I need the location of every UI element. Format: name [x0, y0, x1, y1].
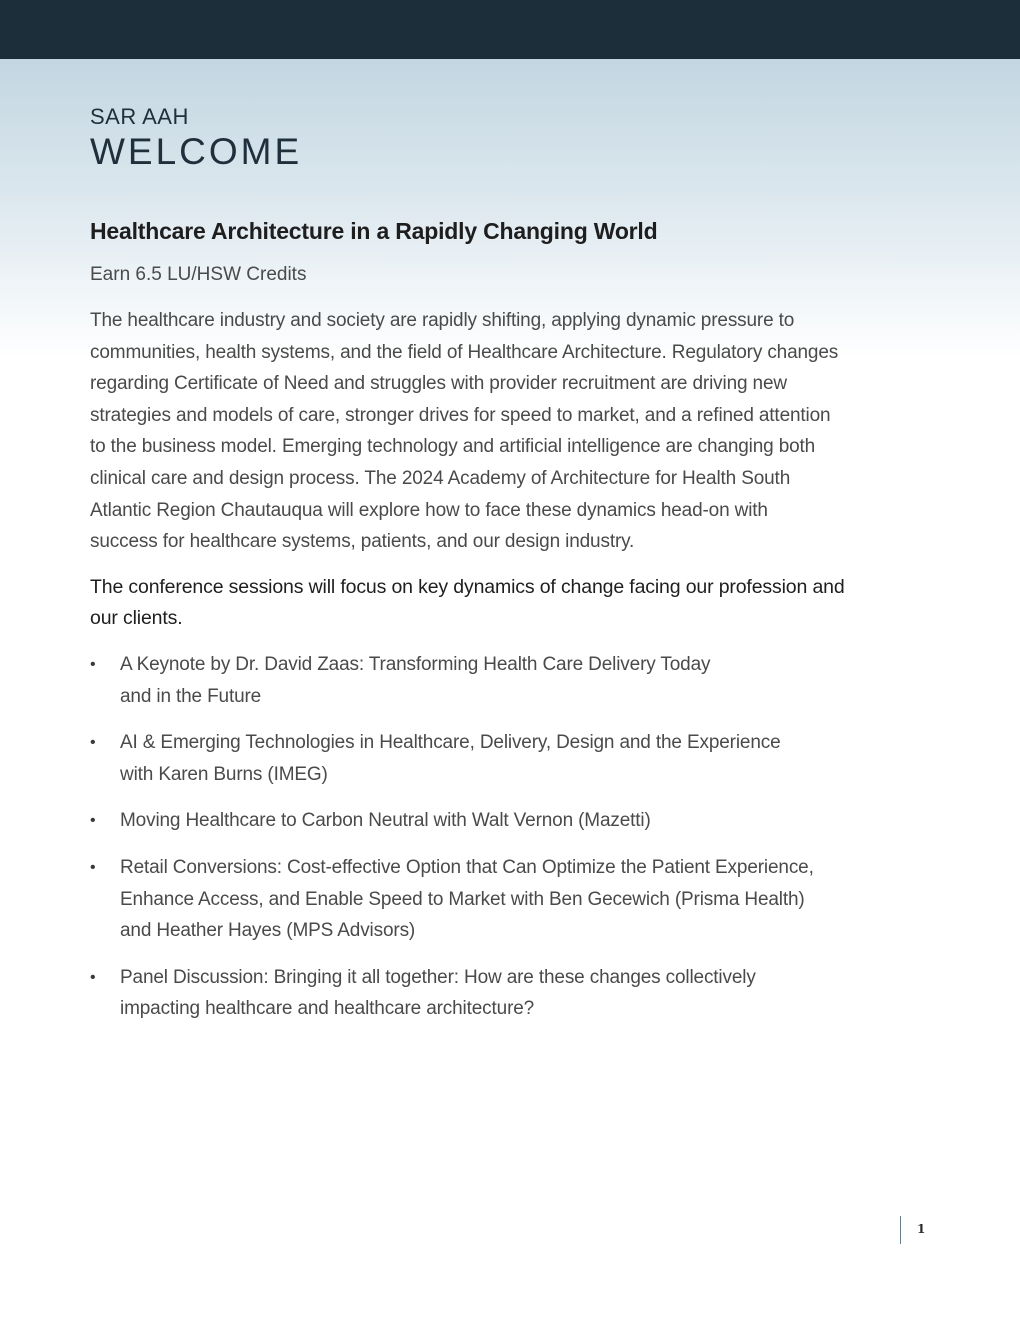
- session-line: Enhance Access, and Enable Speed to Market with Ben Gecewich (Prisma Health): [120, 888, 805, 910]
- intro-line: to the business model. Emerging technology and artificial intelligence are changing both: [90, 436, 816, 458]
- intro-line: Atlantic Region Chautauqua will explore how to face these dynamics head-on with: [90, 499, 768, 521]
- intro-line: communities, health systems, and the field of Healthcare Architecture. Regulatory changes: [90, 341, 839, 363]
- intro-line: clinical care and design process. The 2024 Academy of Architecture for Health South: [90, 467, 791, 489]
- focus-line: The conference sessions will focus on key dynamics of change facing our profession and: [90, 575, 845, 598]
- intro-paragraph: [90, 305, 935, 558]
- bullet-icon: •: [90, 858, 96, 876]
- session-line: and Heather Hayes (MPS Advisors): [120, 920, 416, 942]
- session-line: AI & Emerging Technologies in Healthcare, Delivery, Design and the Experience: [120, 732, 781, 754]
- list-item: [90, 649, 935, 712]
- welcome-title: WELCOME: [90, 131, 303, 172]
- focus-statement: [90, 572, 935, 635]
- list-item: [90, 852, 935, 947]
- session-line: impacting healthcare and healthcare architecture?: [120, 998, 535, 1020]
- focus-line: our clients.: [90, 607, 183, 630]
- bullet-icon: •: [90, 655, 96, 673]
- page-content: [90, 104, 935, 1040]
- intro-line: strategies and models of care, stronger drives for speed to market, and a refined attention: [90, 404, 831, 426]
- session-line: A Keynote by Dr. David Zaas: Transforming Health Care Delivery Today: [120, 653, 711, 675]
- page-heading: Healthcare Architecture in a Rapidly Changing World: [90, 218, 658, 244]
- bullet-icon: •: [90, 968, 96, 986]
- credits-text: Earn 6.5 LU/HSW Credits: [90, 264, 307, 285]
- session-line: Moving Healthcare to Carbon Neutral with Walt Vernon (Mazetti): [120, 810, 651, 832]
- bullet-icon: •: [90, 812, 96, 830]
- session-line: and in the Future: [120, 685, 262, 707]
- page-number-divider: [900, 1216, 901, 1244]
- page-number: 1: [917, 1222, 926, 1236]
- intro-line: regarding Certificate of Need and struggles with provider recruitment are driving new: [90, 373, 787, 395]
- list-item: [90, 805, 935, 837]
- session-list: [90, 649, 935, 1025]
- list-item: [90, 727, 935, 790]
- bullet-icon: •: [90, 734, 96, 752]
- org-name: SAR AAH: [90, 104, 189, 129]
- intro-line: success for healthcare systems, patients, and our design industry.: [90, 531, 635, 553]
- intro-line: The healthcare industry and society are rapidly shifting, applying dynamic pressure to: [90, 310, 795, 331]
- session-line: with Karen Burns (IMEG): [120, 763, 328, 785]
- top-banner: [0, 0, 1020, 59]
- session-line: Retail Conversions: Cost-effective Option that Can Optimize the Patient Experience,: [120, 856, 814, 878]
- list-item: [90, 962, 935, 1025]
- session-line: Panel Discussion: Bringing it all together: How are these changes collectively: [120, 966, 756, 988]
